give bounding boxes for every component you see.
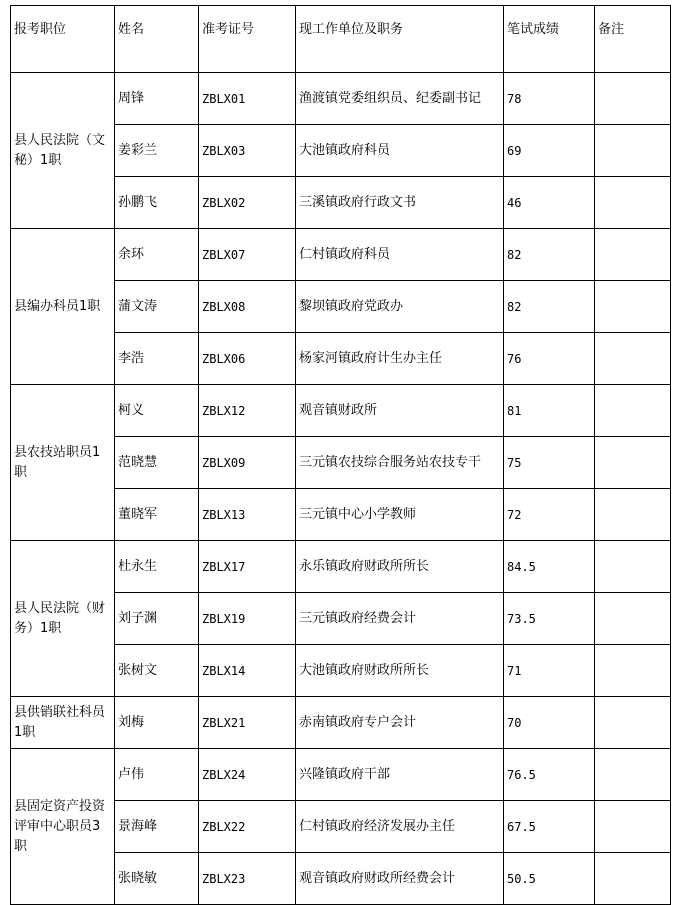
exam-id-cell: ZBLX09 bbox=[199, 437, 296, 489]
score-cell: 73.5 bbox=[504, 593, 595, 645]
header-position: 报考职位 bbox=[11, 6, 115, 73]
score-cell: 82 bbox=[504, 281, 595, 333]
unit-cell: 观音镇政府财政所经费会计 bbox=[296, 853, 504, 905]
unit-cell: 杨家河镇政府计生办主任 bbox=[296, 333, 504, 385]
score-cell: 76.5 bbox=[504, 749, 595, 801]
unit-cell: 永乐镇政府财政所所长 bbox=[296, 541, 504, 593]
note-cell bbox=[595, 333, 671, 385]
name-cell: 张树文 bbox=[115, 645, 199, 697]
score-cell: 70 bbox=[504, 697, 595, 749]
position-cell: 县人民法院（文秘）1职 bbox=[11, 73, 115, 229]
exam-id-cell: ZBLX03 bbox=[199, 125, 296, 177]
exam-id-cell: ZBLX23 bbox=[199, 853, 296, 905]
exam-id-cell: ZBLX01 bbox=[199, 73, 296, 125]
unit-cell: 观音镇财政所 bbox=[296, 385, 504, 437]
name-cell: 刘子渊 bbox=[115, 593, 199, 645]
unit-cell: 三元镇中心小学教师 bbox=[296, 489, 504, 541]
name-cell: 孙鹏飞 bbox=[115, 177, 199, 229]
name-cell: 余环 bbox=[115, 229, 199, 281]
note-cell bbox=[595, 385, 671, 437]
name-cell: 李浩 bbox=[115, 333, 199, 385]
name-cell: 景海峰 bbox=[115, 801, 199, 853]
exam-id-cell: ZBLX21 bbox=[199, 697, 296, 749]
score-cell: 72 bbox=[504, 489, 595, 541]
score-cell: 75 bbox=[504, 437, 595, 489]
unit-cell: 渔渡镇党委组织员、纪委副书记 bbox=[296, 73, 504, 125]
name-cell: 杜永生 bbox=[115, 541, 199, 593]
score-cell: 81 bbox=[504, 385, 595, 437]
name-cell: 卢伟 bbox=[115, 749, 199, 801]
exam-id-cell: ZBLX14 bbox=[199, 645, 296, 697]
name-cell: 柯义 bbox=[115, 385, 199, 437]
unit-cell: 兴隆镇政府干部 bbox=[296, 749, 504, 801]
header-name: 姓名 bbox=[115, 6, 199, 73]
unit-cell: 三元镇农技综合服务站农技专干 bbox=[296, 437, 504, 489]
score-cell: 78 bbox=[504, 73, 595, 125]
note-cell bbox=[595, 801, 671, 853]
name-cell: 周锋 bbox=[115, 73, 199, 125]
note-cell bbox=[595, 749, 671, 801]
name-cell: 张晓敏 bbox=[115, 853, 199, 905]
name-cell: 姜彩兰 bbox=[115, 125, 199, 177]
note-cell bbox=[595, 541, 671, 593]
note-cell bbox=[595, 853, 671, 905]
note-cell bbox=[595, 697, 671, 749]
position-cell: 县农技站职员1职 bbox=[11, 385, 115, 541]
exam-id-cell: ZBLX08 bbox=[199, 281, 296, 333]
exam-id-cell: ZBLX13 bbox=[199, 489, 296, 541]
header-row bbox=[11, 6, 671, 73]
table-row bbox=[11, 541, 671, 593]
header-score: 笔试成绩 bbox=[504, 6, 595, 73]
exam-id-cell: ZBLX02 bbox=[199, 177, 296, 229]
exam-id-cell: ZBLX22 bbox=[199, 801, 296, 853]
position-cell: 县人民法院（财务）1职 bbox=[11, 541, 115, 697]
unit-cell: 三元镇政府经费会计 bbox=[296, 593, 504, 645]
exam-id-cell: ZBLX17 bbox=[199, 541, 296, 593]
table-row bbox=[11, 749, 671, 801]
note-cell bbox=[595, 177, 671, 229]
score-cell: 50.5 bbox=[504, 853, 595, 905]
score-cell: 69 bbox=[504, 125, 595, 177]
exam-results-table bbox=[10, 5, 671, 905]
score-cell: 67.5 bbox=[504, 801, 595, 853]
unit-cell: 仁村镇政府经济发展办主任 bbox=[296, 801, 504, 853]
exam-id-cell: ZBLX19 bbox=[199, 593, 296, 645]
note-cell bbox=[595, 593, 671, 645]
table-row bbox=[11, 385, 671, 437]
position-cell: 县供销联社科员1职 bbox=[11, 697, 115, 749]
exam-id-cell: ZBLX07 bbox=[199, 229, 296, 281]
name-cell: 蒲文涛 bbox=[115, 281, 199, 333]
note-cell bbox=[595, 437, 671, 489]
unit-cell: 三溪镇政府行政文书 bbox=[296, 177, 504, 229]
header-unit: 现工作单位及职务 bbox=[296, 6, 504, 73]
name-cell: 刘梅 bbox=[115, 697, 199, 749]
table-row bbox=[11, 697, 671, 749]
header-note: 备注 bbox=[595, 6, 671, 73]
exam-id-cell: ZBLX12 bbox=[199, 385, 296, 437]
position-cell: 县固定资产投资评审中心职员3职 bbox=[11, 749, 115, 905]
table-row bbox=[11, 73, 671, 125]
score-cell: 71 bbox=[504, 645, 595, 697]
table-row bbox=[11, 229, 671, 281]
unit-cell: 大池镇政府财政所所长 bbox=[296, 645, 504, 697]
note-cell bbox=[595, 281, 671, 333]
header-exam-id: 准考证号 bbox=[199, 6, 296, 73]
table-body bbox=[11, 73, 671, 905]
name-cell: 范晓慧 bbox=[115, 437, 199, 489]
score-cell: 84.5 bbox=[504, 541, 595, 593]
note-cell bbox=[595, 489, 671, 541]
note-cell bbox=[595, 125, 671, 177]
score-cell: 46 bbox=[504, 177, 595, 229]
score-cell: 76 bbox=[504, 333, 595, 385]
unit-cell: 大池镇政府科员 bbox=[296, 125, 504, 177]
note-cell bbox=[595, 645, 671, 697]
unit-cell: 赤南镇政府专户会计 bbox=[296, 697, 504, 749]
name-cell: 董晓军 bbox=[115, 489, 199, 541]
score-cell: 82 bbox=[504, 229, 595, 281]
unit-cell: 仁村镇政府科员 bbox=[296, 229, 504, 281]
exam-id-cell: ZBLX24 bbox=[199, 749, 296, 801]
exam-id-cell: ZBLX06 bbox=[199, 333, 296, 385]
note-cell bbox=[595, 73, 671, 125]
note-cell bbox=[595, 229, 671, 281]
position-cell: 县编办科员1职 bbox=[11, 229, 115, 385]
unit-cell: 黎坝镇政府党政办 bbox=[296, 281, 504, 333]
